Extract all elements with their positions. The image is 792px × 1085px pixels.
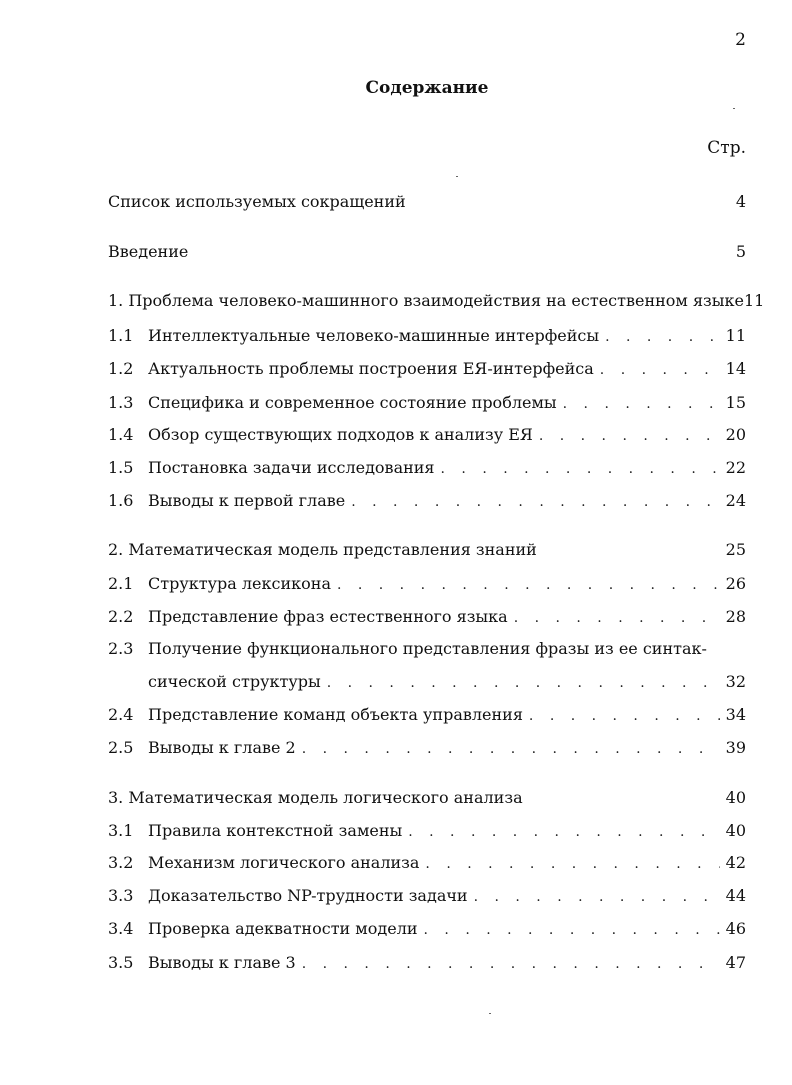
toc-chapter-3[interactable]: [108, 788, 746, 808]
toc-entry-number: 3.2: [108, 853, 134, 872]
scan-speck: [456, 176, 458, 177]
toc-chapter-1[interactable]: [108, 291, 765, 311]
toc-entry-number: 1.3: [108, 393, 134, 412]
page-column-label: Стр.: [707, 138, 746, 158]
toc-entry-title: Специфика и современное состояние проблемы: [148, 393, 557, 412]
leader-dots: [351, 492, 719, 512]
toc-entry-title: Введение: [108, 242, 189, 261]
toc-entry-title: Правила контекстной замены: [148, 821, 403, 840]
toc-entry-number: 1.1: [108, 326, 134, 345]
toc-entry-page: 46: [725, 919, 746, 938]
scan-speck: [733, 108, 735, 109]
toc-entry-page: 26: [725, 574, 746, 593]
toc-entry-page: 47: [725, 953, 746, 972]
toc-section-2-5[interactable]: [108, 738, 746, 759]
toc-entry-title: Интеллектуальные человеко-машинные интерфейсы: [148, 326, 600, 345]
leader-dots: [408, 822, 719, 842]
toc-entry-number: 3.4: [108, 919, 134, 938]
leader-dots: [425, 854, 719, 874]
leader-dots: [514, 608, 720, 628]
toc-entry-page: 25: [725, 540, 746, 559]
toc-section-3-3[interactable]: [108, 886, 746, 907]
page-number: 2: [735, 30, 746, 50]
toc-section-1-3[interactable]: [108, 393, 746, 414]
toc-chapter-2[interactable]: [108, 540, 746, 560]
toc-entry-page: 34: [725, 705, 746, 724]
toc-entry-title: Выводы к главе 2: [148, 738, 296, 757]
toc-section-1-1[interactable]: [108, 326, 746, 347]
toc-entry-abbreviations[interactable]: [108, 192, 746, 212]
toc-entry-number: 3.1: [108, 821, 134, 840]
toc-entry-page: 44: [725, 886, 746, 905]
toc-entry-title: Выводы к главе 3: [148, 953, 296, 972]
toc-entry-title: 2. Математическая модель представления знаний: [108, 540, 537, 559]
toc-entry-title: Механизм логического анализа: [148, 853, 420, 872]
toc-entry-title: 3. Математическая модель логического анализа: [108, 788, 523, 807]
leader-dots: [327, 673, 720, 693]
toc-section-1-4[interactable]: [108, 425, 746, 446]
toc-entry-page: 24: [725, 491, 746, 510]
toc-entry-title: Структура лексикона: [148, 574, 331, 593]
toc-entry-page: 4: [735, 192, 746, 211]
toc-section-1-2[interactable]: [108, 359, 746, 380]
toc-entry-page: 32: [725, 672, 746, 691]
toc-entry-number: 2.1: [108, 574, 134, 593]
scan-speck: [489, 1013, 491, 1014]
toc-section-3-5[interactable]: [108, 953, 746, 974]
toc-entry-page: 40: [725, 821, 746, 840]
toc-entry-page: 14: [725, 359, 746, 378]
toc-entry-page: 11: [725, 326, 746, 345]
leader-dots: [600, 360, 720, 380]
toc-entry-introduction[interactable]: [108, 242, 746, 262]
toc-entry-page: 28: [725, 607, 746, 626]
leader-dots: [563, 394, 720, 414]
leader-dots: [441, 459, 720, 479]
leader-dots: [302, 739, 720, 759]
toc-entry-page: 11: [743, 291, 765, 310]
toc-entry-number: 1.4: [108, 425, 134, 444]
toc-section-2-2[interactable]: [108, 607, 746, 628]
toc-section-3-4[interactable]: [108, 919, 746, 940]
leader-dots: [605, 327, 720, 347]
leader-dots: [337, 575, 720, 595]
toc-entry-number: 2.5: [108, 738, 134, 757]
toc-entry-number: 1.5: [108, 458, 134, 477]
leader-dots: [424, 920, 720, 940]
toc-entry-number: 2.3: [108, 639, 134, 658]
toc-entry-page: 39: [725, 738, 746, 757]
toc-entry-page: 20: [725, 425, 746, 444]
toc-entry-title: Представление фраз естественного языка: [148, 607, 508, 626]
toc-entry-title: Выводы к первой главе: [148, 491, 346, 510]
toc-entry-number: 2.4: [108, 705, 134, 724]
toc-entry-number: 1.6: [108, 491, 134, 510]
toc-entry-number: 2.2: [108, 607, 134, 626]
toc-entry-title: Проверка адекватности модели: [148, 919, 418, 938]
page-title: Содержание: [365, 78, 489, 98]
toc-section-3-2[interactable]: [108, 853, 746, 874]
toc-section-2-1[interactable]: [108, 574, 746, 595]
toc-entry-title: Доказательство NP-трудности задачи: [148, 886, 468, 905]
toc-entry-page: 42: [725, 853, 746, 872]
toc-entry-number: 1.2: [108, 359, 134, 378]
toc-entry-title: Постановка задачи исследования: [148, 458, 435, 477]
toc-entry-page: 5: [735, 242, 746, 261]
leader-dots: [302, 954, 720, 974]
toc-entry-number: 3.3: [108, 886, 134, 905]
leader-dots: [539, 426, 720, 446]
toc-section-2-3[interactable]: [108, 639, 746, 659]
toc-entry-title: Обзор существующих подходов к анализу ЕЯ: [148, 425, 533, 444]
toc-entry-title: Получение функционального представления фразы из ее синтак-: [148, 639, 707, 658]
toc-section-2-4[interactable]: [108, 705, 746, 726]
toc-entry-number: 3.5: [108, 953, 134, 972]
toc-entry-title: Список используемых сокращений: [108, 192, 406, 211]
toc-section-2-3-continued[interactable]: [108, 672, 746, 693]
toc-entry-page: 15: [725, 393, 746, 412]
leader-dots: [529, 706, 720, 726]
toc-entry-title: Актуальность проблемы построения ЕЯ-интерфейса: [148, 359, 594, 378]
toc-entry-title: Представление команд объекта управления: [148, 705, 523, 724]
leader-dots: [474, 887, 720, 907]
toc-entry-page: 22: [725, 458, 746, 477]
toc-entry-title: 1. Проблема человеко-машинного взаимодействия на естественном языке: [108, 291, 744, 310]
toc-entry-title-continued: сической структуры: [148, 672, 321, 691]
toc-section-3-1[interactable]: [108, 821, 746, 842]
toc-entry-page: 40: [725, 788, 746, 807]
toc-section-1-5[interactable]: [108, 458, 746, 479]
toc-section-1-6[interactable]: [108, 491, 746, 512]
